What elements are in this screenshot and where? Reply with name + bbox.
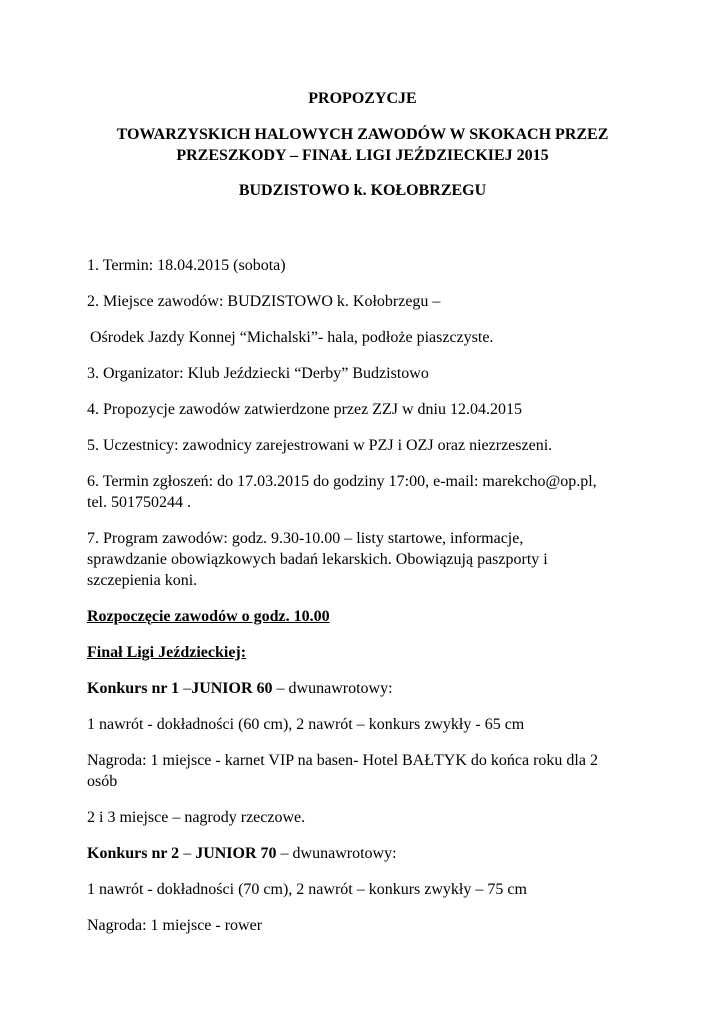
konkurs1-suffix: – dwunawrotowy: xyxy=(272,680,393,697)
konkurs1-prize-line2: osób xyxy=(87,773,118,790)
item-program-line3: szczepienia koni. xyxy=(87,572,198,589)
start-time: Rozpoczęcie zawodów o godz. 10.00 xyxy=(87,608,330,625)
item-propozycje: 4. Propozycje zawodów zatwierdzone przez ZZJ w dniu 12.04.2015 xyxy=(87,401,522,418)
konkurs2-suffix: – dwunawrotowy: xyxy=(276,845,397,862)
konkurs1-heading xyxy=(87,678,657,699)
konkurs1-name: JUNIOR 60 xyxy=(191,680,273,697)
konkurs2-detail: 1 nawrót - dokładności (70 cm), 2 nawrót – konkurs zwykły – 75 cm xyxy=(87,881,527,898)
konkurs2-sep: – xyxy=(179,845,196,862)
konkurs2-name: JUNIOR 70 xyxy=(195,845,277,862)
item-program-line1: 7. Program zawodów: godz. 9.30-10.00 – listy startowe, informacje, xyxy=(87,530,524,547)
item-osrodek: Ośrodek Jazdy Konnej “Michalski”- hala, podłoże piaszczyste. xyxy=(90,329,494,346)
document-title: PROPOZYCJE xyxy=(308,90,417,107)
konkurs1-sep: – xyxy=(179,680,192,697)
konkurs2-prize: Nagroda: 1 miejsce - rower xyxy=(87,917,263,934)
item-uczestnicy: 5. Uczestnicy: zawodnicy zarejestrowani w PZJ i OZJ oraz niezrzeszeni. xyxy=(87,437,553,454)
konkurs1-prize2: 2 i 3 miejsce – nagrody rzeczowe. xyxy=(87,809,306,826)
item-miejsce: 2. Miejsce zawodów: BUDZISTOWO k. Kołobrzegu – xyxy=(87,293,441,310)
konkurs2-heading xyxy=(87,843,657,864)
document-subtitle-line1: TOWARZYSKICH HALOWYCH ZAWODÓW W SKOKACH PRZEZ xyxy=(116,126,609,143)
konkurs1-prize-line1: Nagroda: 1 miejsce - karnet VIP na basen- Hotel BAŁTYK do końca roku dla 2 xyxy=(87,752,598,769)
final-heading: Finał Ligi Jeździeckiej: xyxy=(87,644,247,661)
konkurs1-prefix: Konkurs nr 1 xyxy=(87,680,180,697)
item-zgloszenia-line2: tel. 501750244 . xyxy=(87,494,191,511)
konkurs2-prefix: Konkurs nr 2 xyxy=(87,845,180,862)
document-subtitle-line2: PRZESZKODY – FINAŁ LIGI JEŹDZIECKIEJ 2015 xyxy=(176,147,549,164)
konkurs1-detail: 1 nawrót - dokładności (60 cm), 2 nawrót – konkurs zwykły - 65 cm xyxy=(87,716,525,733)
document-location: BUDZISTOWO k. KOŁOBRZEGU xyxy=(238,182,487,199)
item-program-line2: sprawdzanie obowiązkowych badań lekarskich. Obowiązują paszporty i xyxy=(87,551,548,568)
item-zgloszenia-line1: 6. Termin zgłoszeń: do 17.03.2015 do godziny 17:00, e-mail: marekcho@op.pl, xyxy=(87,473,597,490)
item-organizator: 3. Organizator: Klub Jeździecki “Derby” Budzistowo xyxy=(87,365,429,382)
item-termin: 1. Termin: 18.04.2015 (sobota) xyxy=(87,257,286,274)
